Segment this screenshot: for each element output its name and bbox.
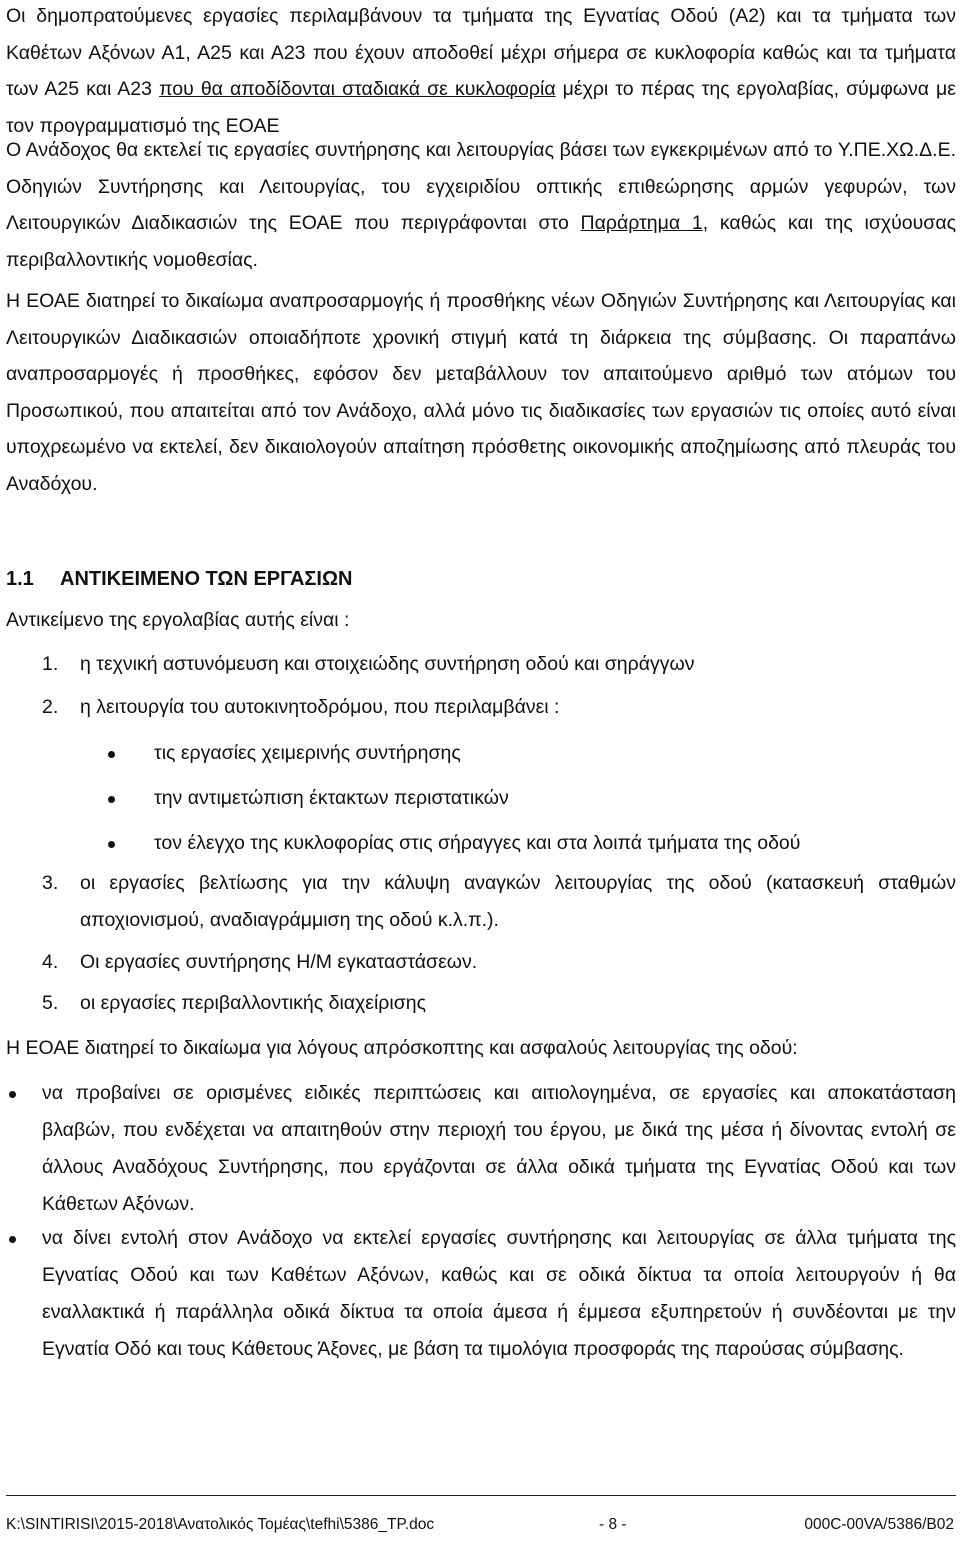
list-text: Οι εργασίες συντήρησης Η/Μ εγκαταστάσεων. (80, 951, 478, 973)
list-text: την αντιμετώπιση έκτακτων περιστατικών (154, 787, 509, 809)
paragraph-text: , καθώς και της ισχύουσας περιβαλλοντικής νομοθεσίας. (6, 212, 956, 271)
bullet-item (6, 1220, 956, 1368)
bullet-icon (108, 751, 115, 758)
list-text: οι εργασίες βελτίωσης για την κάλυψη αναγκών λειτουργίας της οδού (κατασκευή σταθμών αποχιονισμού, αναδιαγράμμιση της οδού κ.λ.π.). (80, 872, 956, 931)
list-item (42, 985, 956, 1022)
paragraph-contractor (6, 132, 956, 278)
footer-path: K:\SINTIRISI\2015-2018\Ανατολικός Τομέας\tefhi\5386_TP.doc (6, 1516, 435, 1533)
paragraph-reserve: Η ΕΟΑΕ διατηρεί το δικαίωμα για λόγους απρόσκοπτης και ασφαλούς λειτουργίας της οδού: (6, 1037, 798, 1059)
sub-list-item (108, 825, 956, 862)
paragraph-text: μέχρι το πέρας της εργολαβίας, σύμφωνα με τον προγραμματισμό της ΕΟΑΕ (6, 78, 956, 137)
list-number: 2. (42, 696, 59, 718)
section-title: ΑΝΤΙΚΕΙΜΕΝΟ ΤΩΝ ΕΡΓΑΣΙΩΝ (60, 568, 353, 590)
list-text: η λειτουργία του αυτοκινητοδρόμου, που περιλαμβάνει : (80, 696, 560, 718)
underlined-text: που θα αποδίδονται σταδιακά σε κυκλοφορία (159, 78, 556, 100)
paragraph-text: Οι δημοπρατούμενες εργασίες περιλαμβάνουν τα τμήματα της Εγνατίας Οδού (Α2) και τα τμήματα των Καθέτων Αξόνων Α1, Α25 και Α23 που έχουν αποδοθεί μέχρι σήμερα σε κυκλοφορία καθώς και τα τμήματα των Α25 και Α23 (6, 5, 956, 100)
list-item (42, 944, 956, 981)
list-item (42, 689, 956, 726)
paragraph-text: Ο Ανάδοχος θα εκτελεί τις εργασίες συντήρησης και λειτουργίας βάσει των εγκεκριμένων από το Υ.ΠΕ.ΧΩ.Δ.Ε. Οδηγιών Συντήρησης και Λειτουργίας, του εγχειριδίου οπτικής επιθεώρησης αρμών γεφυρών, των Λειτουργικών Διαδικασιών της ΕΟΑΕ που περιγράφονται στο (6, 139, 956, 234)
section-intro: Αντικείμενο της εργολαβίας αυτής είναι : (6, 609, 350, 631)
page-footer (6, 1495, 956, 1533)
appendix-link[interactable]: Παράρτημα 1 (580, 212, 703, 234)
list-text: η τεχνική αστυνόμευση και στοιχειώδης συντήρηση οδού και σηράγγων (80, 653, 695, 675)
bullet-item (6, 1075, 956, 1223)
list-item (42, 646, 956, 683)
sub-list-item (108, 735, 956, 772)
list-text: τις εργασίες χειμερινής συντήρησης (154, 742, 461, 764)
document-code: 000C-00VA/5386/B02 (804, 1516, 954, 1533)
section-heading (6, 561, 352, 597)
sub-list-item (108, 780, 956, 817)
page-number: - 8 - (599, 1516, 627, 1533)
list-text: οι εργασίες περιβαλλοντικής διαχείρισης (80, 992, 427, 1014)
list-item (42, 865, 956, 939)
bullet-icon (9, 1091, 16, 1098)
list-text: τον έλεγχο της κυκλοφορίας στις σήραγγες και στα λοιπά τμήματα της οδού (154, 832, 801, 854)
bullet-icon (108, 796, 115, 803)
list-number: 3. (42, 872, 59, 894)
list-number: 5. (42, 992, 59, 1014)
bullet-text: να προβαίνει σε ορισμένες ειδικές περιπτώσεις και αιτιολογημένα, σε εργασίες και αποκατάσταση βλαβών, που ενδέχεται να απαιτηθούν στην περιοχή του έργου, με δικά της μέσα ή δίνοντας εντολή σε άλλους Αναδόχους Συντήρησης, που εργάζονται σε άλλα οδικά τμήματα της Εγνατίας Οδού και των Κάθετων Αξόνων. (42, 1082, 956, 1215)
paragraph-rights: Η ΕΟΑΕ διατηρεί το δικαίωμα αναπροσαρμογής ή προσθήκης νέων Οδηγιών Συντήρησης και Λειτουργίας και Λειτουργικών Διαδικασιών οποιαδήποτε χρονική στιγμή κατά τη διάρκεια της σύμβασης. Οι παραπάνω αναπροσαρμογές ή προσθήκες, εφόσον δεν μεταβάλλουν τον απαιτούμενο αριθμό των ατόμων του Προσωπικού, που απαιτείται από τον Ανάδοχο, αλλά μόνο τις διαδικασίες των εργασιών τις οποίες αυτό είναι υποχρεωμένο να εκτελεί, δεν δικαιολογούν απαίτηση πρόσθετης οικονομικής αποζημίωσης από πλευράς του Αναδόχου. (6, 290, 956, 495)
bullet-text: να δίνει εντολή στον Ανάδοχο να εκτελεί εργασίες συντήρησης και λειτουργίας σε άλλα τμήματα της Εγνατίας Οδού και των Καθέτων Αξόνων, καθώς και σε οδικά δίκτυα τα οποία λειτουργούν ή θα εναλλακτικά ή παράλληλα οδικά δίκτυα τα οποία άμεσα ή έμμεσα εξυπηρετούν ή συνδέονται με την Εγνατία Οδό και τους Κάθετους Άξονες, με βάση τα τιμολόγια προσφοράς της παρούσας σύμβασης. (42, 1227, 956, 1360)
paragraph-scope (6, 0, 956, 144)
list-number: 4. (42, 951, 59, 973)
bullet-icon (9, 1236, 16, 1243)
bullet-icon (108, 841, 115, 848)
section-number: 1.1 (6, 568, 34, 590)
list-number: 1. (42, 653, 59, 675)
